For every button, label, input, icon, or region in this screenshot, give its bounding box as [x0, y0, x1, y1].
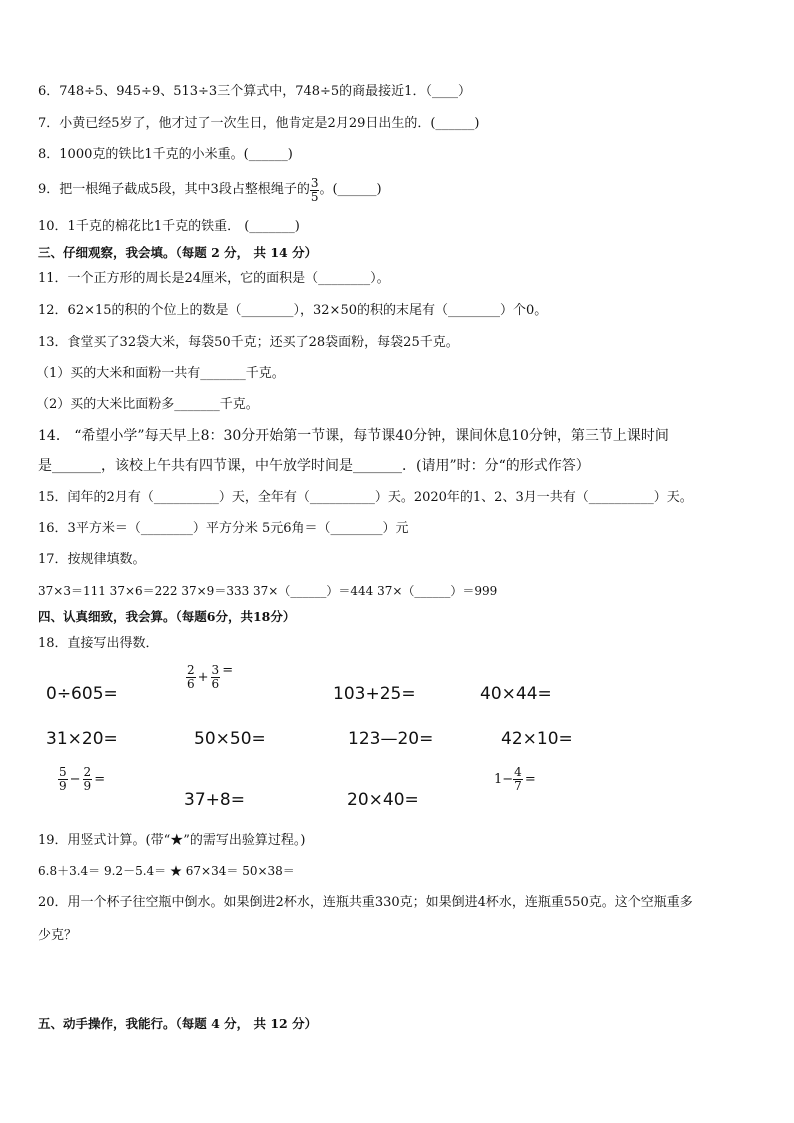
minus-sign: − [69, 772, 81, 787]
question-19-expressions: 6.8＋3.4＝ 9.2－5.4＝ ★ 67×34＝ 50×38＝ [38, 864, 295, 878]
question-13-part-1: （1）买的大米和面粉一共有_______千克。 [36, 366, 285, 381]
fraction-4-7 [513, 766, 523, 793]
calc-fraction-subtract [58, 766, 107, 793]
fraction-2-9 [83, 766, 93, 793]
fraction-denominator: 6 [211, 677, 220, 691]
one-minus: 1− [494, 772, 514, 787]
fraction-3-6 [211, 664, 221, 691]
calc-103-plus-25: 103+25= [333, 684, 416, 704]
question-6: 6．748÷5、945÷9、513÷3三个算式中，748÷5的商最接近1．（____） [38, 84, 471, 99]
fraction-5-9 [58, 766, 68, 793]
section-5-heading: 五、动手操作，我能行。（每题 4 分， 共 12 分） [38, 1016, 318, 1031]
fraction-denominator: 7 [514, 779, 522, 793]
fraction-numerator: 3 [211, 663, 220, 677]
calc-one-minus-fraction [494, 766, 538, 793]
calc-50-times-50: 50×50= [194, 729, 266, 749]
calc-42-times-10: 42×10= [501, 729, 573, 749]
question-20-line-2: 少克？ [38, 928, 78, 943]
question-14-line-2: 是_______，该校上午共有四节课，中午放学时间是_______．(请用”时：分“的形式作答） [38, 458, 590, 474]
fraction-numerator: 2 [187, 663, 195, 677]
fraction-denominator: 6 [187, 677, 195, 691]
fraction-numerator: 5 [59, 765, 67, 779]
calc-0-div-605: 0÷605= [46, 684, 118, 704]
equals-sign: = [524, 772, 536, 787]
question-10: 10．1千克的棉花比1千克的铁重． (_______) [38, 219, 300, 234]
question-12: 12．62×15的积的个位上的数是（________），32×50的积的末尾有（________）个0。 [38, 303, 548, 318]
question-16: 16．3平方米＝（________）平方分米 5元6角＝（________）元 [38, 521, 409, 536]
fraction-numerator: 4 [514, 765, 522, 779]
equals-sign: = [94, 772, 106, 787]
question-9 [38, 172, 382, 208]
fraction-denominator: 9 [59, 779, 67, 793]
fraction-numerator: 3 [310, 175, 319, 190]
section-4-heading: 四、认真细致，我会算。（每题6分，共18分） [38, 609, 296, 624]
section-3-heading: 三、仔细观察，我会填。（每题 2 分， 共 14 分） [38, 245, 318, 260]
calc-123-minus-20: 123—20= [348, 729, 434, 749]
question-14-line-1: 14． “希望小学”每天早上8：30分开始第一节课，每节课40分钟，课间休息10分钟，第三节上课时间 [38, 428, 669, 444]
question-9-text: 9．把一根绳子截成5段，其中3段占整根绳子的 [38, 182, 310, 197]
fraction-denominator: 5 [310, 189, 319, 204]
question-8: 8．1000克的铁比1千克的小米重。(______) [38, 147, 293, 162]
question-20-line-1: 20．用一个杯子往空瓶中倒水。如果倒进2杯水，连瓶共重330克；如果倒进4杯水，连瓶重550克。这个空瓶重多 [38, 895, 693, 910]
plus-sign: + [197, 670, 209, 685]
question-13: 13．食堂买了32袋大米，每袋50千克；还买了28袋面粉，每袋25千克。 [38, 335, 459, 350]
question-18: 18．直接写出得数． [38, 636, 159, 651]
question-11: 11．一个正方形的周长是24厘米，它的面积是（________）。 [38, 271, 390, 286]
fraction-denominator: 9 [83, 779, 92, 793]
calc-40-times-44: 40×44= [480, 684, 552, 704]
question-9-blank: 。(______) [319, 182, 382, 197]
question-15: 15．闰年的2月有（__________）天，全年有（__________）天。2020年的1、2、3月一共有（__________）天。 [38, 490, 693, 505]
question-7: 7．小黄已经5岁了，他才过了一次生日，他肯定是2月29日出生的．(______) [38, 116, 480, 131]
question-19: 19．用竖式计算。(带“★”的需写出验算过程。) [38, 833, 306, 848]
question-17: 17．按规律填数。 [38, 552, 146, 567]
calc-31-times-20: 31×20= [46, 729, 118, 749]
fraction-numerator: 2 [83, 765, 92, 779]
calc-fraction-add [186, 664, 235, 691]
calc-20-times-40: 20×40= [347, 790, 419, 810]
fraction-2-6 [186, 664, 196, 691]
equals-sign: = [222, 663, 234, 678]
question-13-part-2: （2）买的大米比面粉多_______千克。 [36, 397, 259, 412]
calc-37-plus-8: 37+8= [184, 790, 245, 810]
fraction-3-5 [310, 177, 320, 204]
question-17-sequence: 37×3＝111 37×6＝222 37×9＝333 37×（______）＝444 37×（______）＝999 [38, 584, 498, 598]
